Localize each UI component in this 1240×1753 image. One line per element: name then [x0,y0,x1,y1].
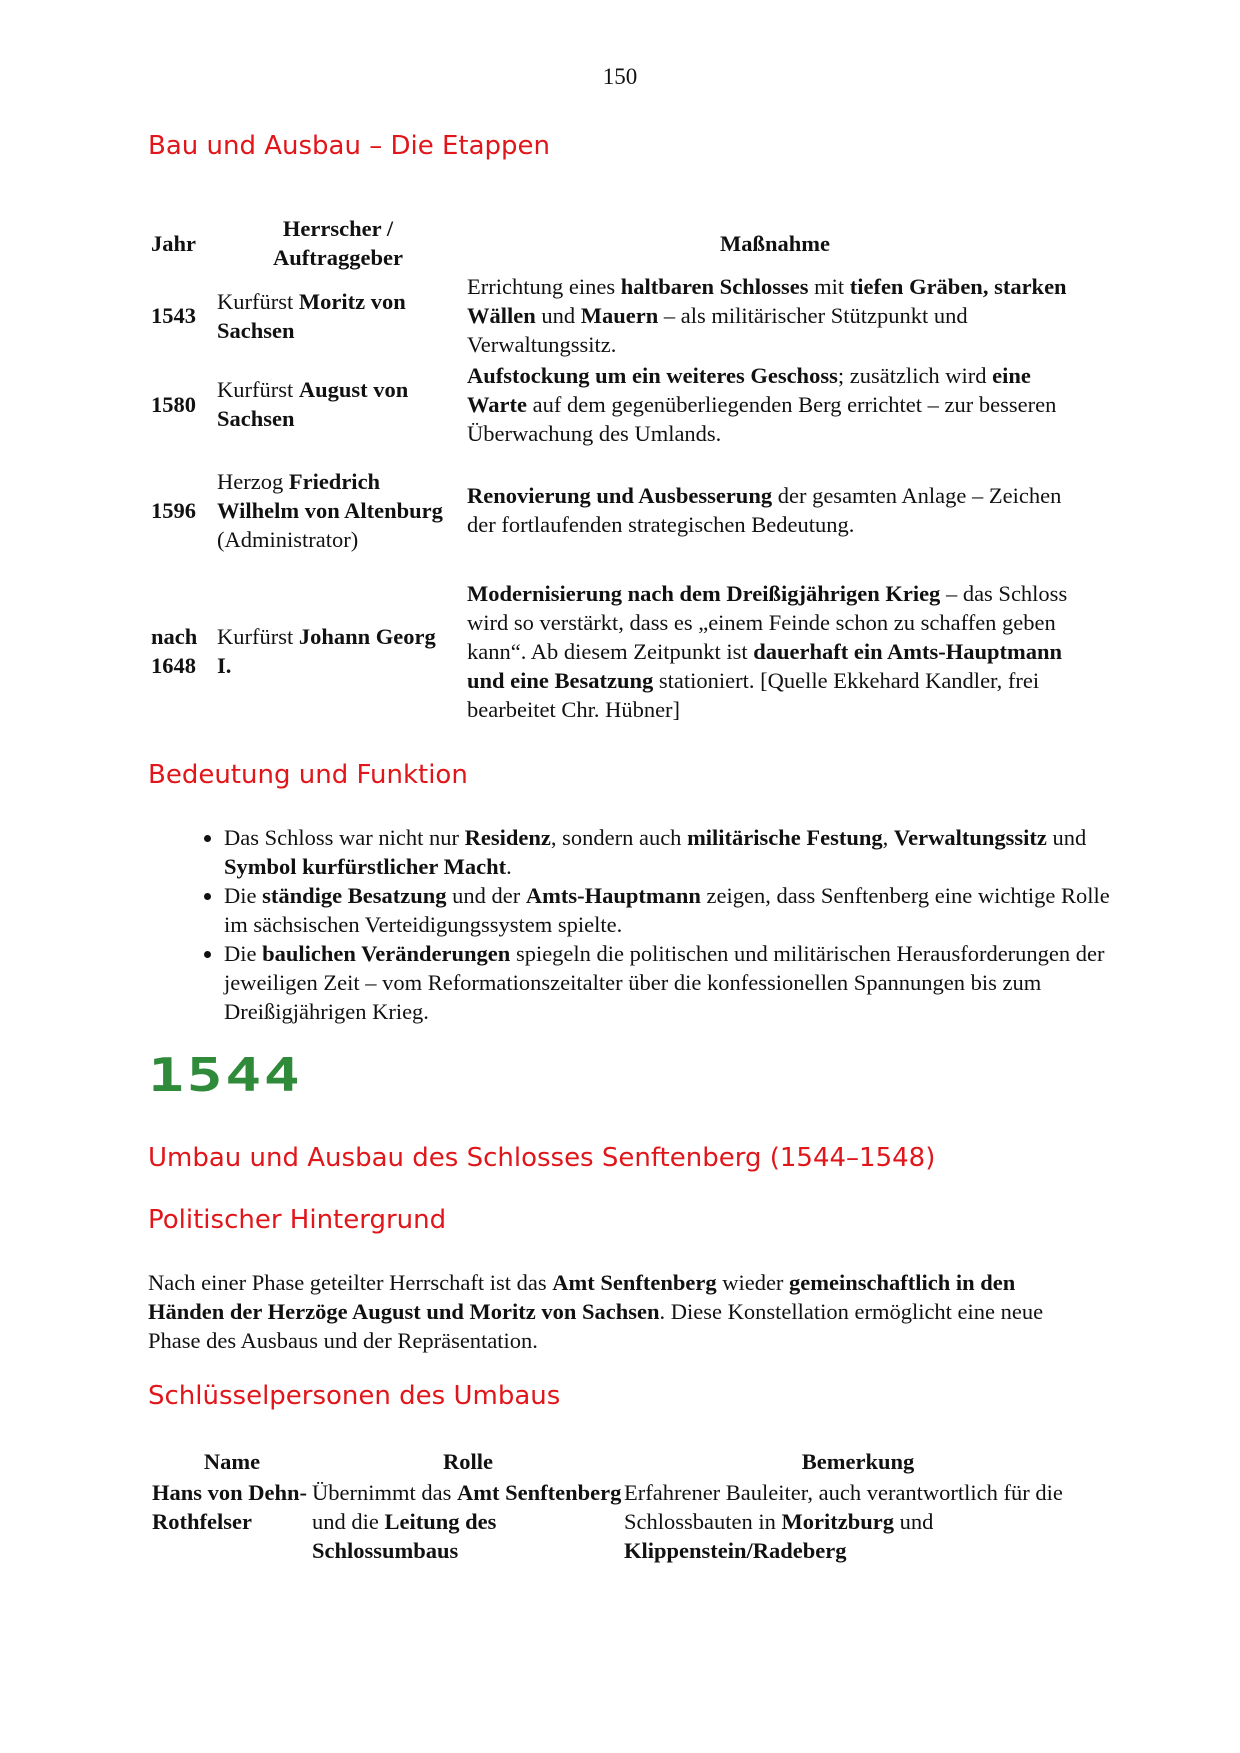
heading-politischer-hintergrund: Politischer Hintergrund [148,1205,447,1235]
bold-text: Modernisierung nach dem Dreißigjährigen Krieg [467,580,941,606]
list-item: • Die ständige Besatzung und der Amts-Hauptmann zeigen, dass Senftenberg eine wichtige Rolle im sächsischen Verteidigungssystem spielte. [224,881,1124,939]
table-row [151,571,1091,731]
bullet-list [186,823,1124,1026]
bold-text: Hans von Dehn-Rothfelser [152,1480,308,1534]
heading-bedeutung-und-funktion: Bedeutung und Funktion [148,760,468,790]
header-herrscher-line2: Auftraggeber [273,245,403,270]
header-rolle: Rolle [443,1449,493,1474]
row-action: Aufstockung um ein weiteres Geschoss; zusätzlich wird eine Warte auf dem gegenüberliegenden Berg errichtet – zur besseren Überwachung des Umlands. [467,362,1057,446]
schluesselpersonen-table [152,1447,1092,1565]
bold-text: Mauern [580,303,659,328]
page-number: 150 [602,64,638,89]
header-jahr: Jahr [151,230,196,256]
bold-text: Leitung des Schlossumbaus [312,1509,497,1563]
person-rolle: Übernimmt das Amt Senftenberg und die Leitung des Schlossumbaus [312,1480,622,1563]
etappen-table-header [151,214,1091,272]
bold-text: Moritzburg [781,1509,894,1534]
bold-text: dauerhaft ein Amts-Hauptmann und eine Besatzung [467,638,1063,693]
header-bemerkung: Bemerkung [801,1449,915,1474]
bold-text: eine Warte [467,362,1031,417]
bold-text: Klippenstein/Radeberg [624,1538,847,1563]
row-year: 1580 [151,391,196,417]
bold-text: Moritz von Sachsen [217,288,406,343]
header-herrscher-line1: Herrscher / [282,216,394,241]
heading-umbau-und-ausbau: Umbau und Ausbau des Schlosses Senftenberg (1544–1548) [148,1143,936,1173]
bold-text: Friedrich Wilhelm von Altenburg [217,468,443,523]
bold-text: Symbol kurfürstlicher Macht [224,854,507,879]
row-year: 1596 [151,497,196,523]
bold-text: gemeinschaftlich in den Händen der Herzöge August und Moritz von Sachsen [148,1270,1016,1324]
bold-text: ständige Besatzung [262,883,447,908]
row-ruler: Kurfürst August von Sachsen [217,377,409,431]
table-row [152,1478,1092,1565]
bold-text: Amt Senftenberg [552,1270,717,1295]
bold-text: Amts-Hauptmann [525,883,701,908]
table-row [151,449,1091,571]
table-row [151,272,1091,359]
schluesselpersonen-table-header [152,1447,1092,1478]
header-massnahme: Maßnahme [719,230,830,256]
bold-text: August von Sachsen [217,377,409,431]
list-item: • Das Schloss war nicht nur Residenz, sondern auch militärische Festung, Verwaltungssitz und Symbol kurfürstlicher Macht. [224,823,1124,881]
row-action: Renovierung und Ausbesserung der gesamten Anlage – Zeichen der fortlaufenden strategischen Bedeutung. [467,483,1062,537]
bold-text: tiefen Gräben, starken Wällen [467,274,1067,328]
bold-text: haltbaren Schlosses [620,274,809,299]
bold-text: militärische Festung [687,825,883,850]
etappen-table [151,214,1091,731]
bold-text: Aufstockung um ein weiteres Geschoss [467,362,838,388]
row-ruler: Kurfürst Johann Georg I. [217,624,436,678]
row-year: nach 1648 [151,624,198,678]
header-name: Name [203,1449,261,1474]
table-row [151,359,1091,449]
list-item: • Die baulichen Veränderungen spiegeln die politischen und militärischen Herausforderungen der jeweiligen Zeit – vom Reformationszeitalter über die konfessionellen Spannungen bis zum Dreißigjährigen Krieg. [224,939,1124,1026]
row-ruler: Kurfürst Moritz von Sachsen [217,288,406,343]
person-bemerkung: Erfahrener Bauleiter, auch verantwortlich für die Schlossbauten in Moritzburg und Klippenstein/Radeberg [624,1480,1063,1563]
bold-text: Amt Senftenberg [456,1480,622,1505]
person-name [152,1478,312,1565]
row-action: Errichtung eines haltbaren Schlosses mit tiefen Gräben, starken Wällen und Mauern – als militärischer Stützpunkt und Verwaltungssitz. [467,274,1067,357]
bold-text: baulichen Veränderungen [262,941,511,966]
heading-bau-und-ausbau: Bau und Ausbau – Die Etappen [148,131,551,161]
bold-text: Johann Georg I. [217,624,436,678]
heading-schluesselpersonen: Schlüsselpersonen des Umbaus [148,1381,561,1411]
bold-text: Residenz [464,825,551,850]
bold-text: Renovierung und Ausbesserung [467,483,773,508]
big-year-heading: 1544 [148,1048,303,1102]
bold-text: Verwaltungssitz [893,825,1047,850]
header-herrscher [217,214,459,272]
paragraph-politischer-hintergrund: Nach einer Phase geteilter Herrschaft ist das Amt Senftenberg wieder gemeinschaftlich in den Händen der Herzöge August und Moritz von Sachsen. Diese Konstellation ermöglicht eine neue Phase des Ausbaus und der Repräsentation. [148,1270,1044,1353]
row-ruler: Herzog Friedrich Wilhelm von Altenburg (Administrator) [217,468,443,552]
row-year: 1543 [151,303,196,328]
row-action: Modernisierung nach dem Dreißigjährigen Krieg – das Schloss wird so verstärkt, dass es „einem Feinde schon zu schaffen geben kann“. Ab diesem Zeitpunkt ist dauerhaft ein Amts-Hauptmann und eine Besatzung stationiert. [Quelle Ekkehard Kandler, frei bearbeitet Chr. Hübner] [467,580,1068,722]
